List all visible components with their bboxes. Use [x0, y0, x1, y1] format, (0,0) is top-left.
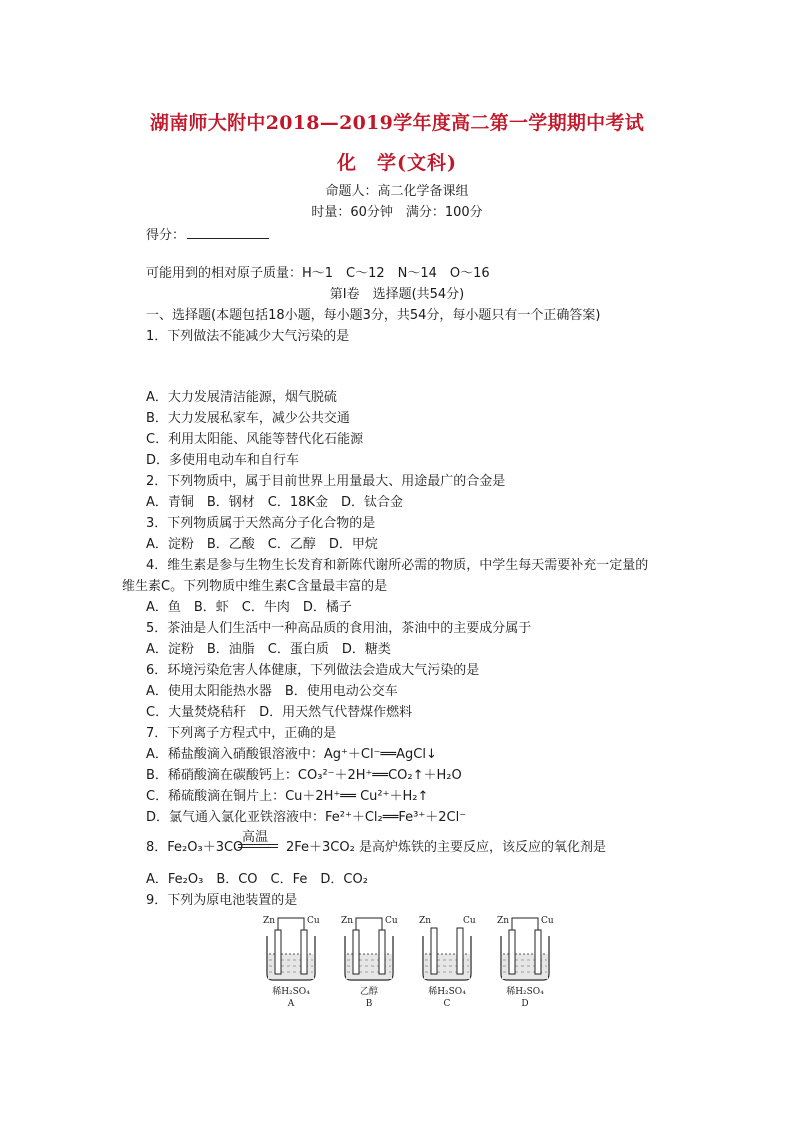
cell-d-electrode-left — [509, 930, 515, 974]
q1-option-a: A．大力发展清洁能源，烟气脱硫 — [146, 390, 337, 405]
cell-d-electrode-right — [535, 930, 541, 974]
q5-options: A．淀粉 B．油脂 C．蛋白质 D．糖类 — [146, 642, 391, 657]
page-title: 湖南师大附中2018—2019学年度高二第一学期期中考试 — [149, 112, 645, 134]
q8-equals-line-top — [238, 844, 278, 845]
cell-c-right-label: Cu — [463, 916, 476, 926]
cell-d-letter: D — [521, 999, 529, 1009]
cell-c-left-label: Zn — [419, 916, 432, 926]
q8-options: A．Fe₂O₃ B．CO C．Fe D．CO₂ — [146, 872, 368, 887]
cell-a — [263, 916, 320, 1009]
q5-stem: 5．茶油是人们生活中一种高品质的食用油，茶油中的主要成分属于 — [146, 621, 532, 636]
cell-d-left-label: Zn — [497, 916, 510, 926]
part-title: 第Ⅰ卷 选择题(共54分) — [329, 287, 465, 302]
q8-stem-left: 8．Fe₂O₃＋3CO — [146, 840, 244, 855]
cell-d-wire — [512, 918, 538, 932]
cell-b-right-label: Cu — [385, 916, 398, 926]
cell-b-wire — [356, 918, 382, 932]
q7-option-c: C．稀硫酸滴在铜片上：Cu＋2H⁺══ Cu²⁺＋H₂↑ — [146, 789, 429, 804]
q7-option-b: B．稀硝酸滴在碳酸钙上：CO₃²⁻＋2H⁺══CO₂↑＋H₂O — [146, 768, 462, 783]
section-instructions: 一、选择题(本题包括18小题，每小题3分，共54分，每小题只有一个正确答案) — [146, 308, 601, 323]
cell-c — [419, 916, 476, 1009]
q2-options: A．青铜 B．钢材 C．18K金 D．钛合金 — [146, 495, 403, 510]
cell-d-right-label: Cu — [541, 916, 554, 926]
cell-b — [341, 916, 398, 1009]
cell-b-left-label: Zn — [341, 916, 354, 926]
galvanic-cell-figure — [255, 910, 555, 1012]
cell-b-letter: B — [365, 999, 373, 1009]
time-score-line: 时量：60分钟 满分：100分 — [311, 205, 483, 220]
q3-stem: 3．下列物质属于天然高分子化合物的是 — [146, 516, 376, 531]
cell-d — [497, 916, 554, 1009]
cell-a-solution-label: 稀H₂SO₄ — [272, 987, 310, 997]
q1-option-d: D．多使用电动车和自行车 — [146, 453, 300, 468]
cell-a-right-label: Cu — [307, 916, 320, 926]
cell-a-left-label: Zn — [263, 916, 276, 926]
cell-b-electrode-right — [379, 930, 385, 974]
q1-option-b: B．大力发展私家车，减少公共交通 — [146, 411, 350, 426]
page-subtitle: 化 学(文科) — [337, 152, 457, 174]
q8-equals-line-bottom — [238, 847, 278, 848]
q9-stem: 9．下列为原电池装置的是 — [146, 893, 298, 908]
q8-condition: 高温 — [242, 830, 269, 845]
cell-a-wire — [278, 918, 304, 932]
q1-option-c: C．利用太阳能、风能等替代化石能源 — [146, 432, 364, 447]
cell-b-solution-label: 乙醇 — [359, 987, 379, 997]
q7-option-d: D．氯气通入氯化亚铁溶液中：Fe²⁺＋Cl₂══Fe³⁺＋2Cl⁻ — [146, 810, 467, 825]
q7-option-a: A．稀盐酸滴入硝酸银溶液中：Ag⁺＋Cl⁻══AgCl↓ — [146, 747, 437, 762]
cell-c-solution-label: 稀H₂SO₄ — [428, 987, 466, 997]
q6-options-ab: A．使用太阳能热水器 B．使用电动公交车 — [146, 684, 398, 699]
q1-stem: 1．下列做法不能减少大气污染的是 — [146, 329, 350, 344]
cell-c-electrode-right — [457, 928, 463, 974]
cell-c-electrode-left — [431, 928, 437, 974]
score-label: 得分： — [146, 228, 186, 243]
q4-stem-line1: 4．维生素是参与生物生长发育和新陈代谢所必需的物质，中学生每天需要补充一定量的 — [146, 558, 649, 573]
q4-stem-line2: 维生素C。下列物质中维生素C含量最丰富的是 — [122, 579, 388, 594]
q7-stem: 7．下列离子方程式中，正确的是 — [146, 726, 337, 741]
cell-b-electrode-left — [353, 930, 359, 974]
score-blank — [187, 226, 269, 239]
q6-options-cd: C．大量焚烧秸秆 D．用天然气代替煤作燃料 — [146, 705, 413, 720]
atomic-masses: 可能用到的相对原子质量：H～1 C～12 N～14 O～16 — [146, 266, 490, 281]
q3-options: A．淀粉 B．乙酸 C．乙醇 D．甲烷 — [146, 537, 378, 552]
score-field — [146, 226, 269, 244]
cell-a-electrode-right — [301, 930, 307, 974]
q4-options: A．鱼 B．虾 C．牛肉 D．橘子 — [146, 600, 352, 615]
author-line: 命题人：高二化学备课组 — [325, 184, 469, 199]
cell-a-letter: A — [287, 999, 295, 1009]
cell-c-letter: C — [443, 999, 451, 1009]
cell-a-electrode-left — [275, 930, 281, 974]
q8-stem-right: 2Fe＋3CO₂ 是高炉炼铁的主要反应，该反应的氧化剂是 — [286, 840, 606, 855]
q2-stem: 2．下列物质中，属于目前世界上用量最大、用途最广的合金是 — [146, 474, 506, 489]
q6-stem: 6．环境污染危害人体健康，下列做法会造成大气污染的是 — [146, 663, 480, 678]
cell-d-solution-label: 稀H₂SO₄ — [506, 987, 544, 997]
